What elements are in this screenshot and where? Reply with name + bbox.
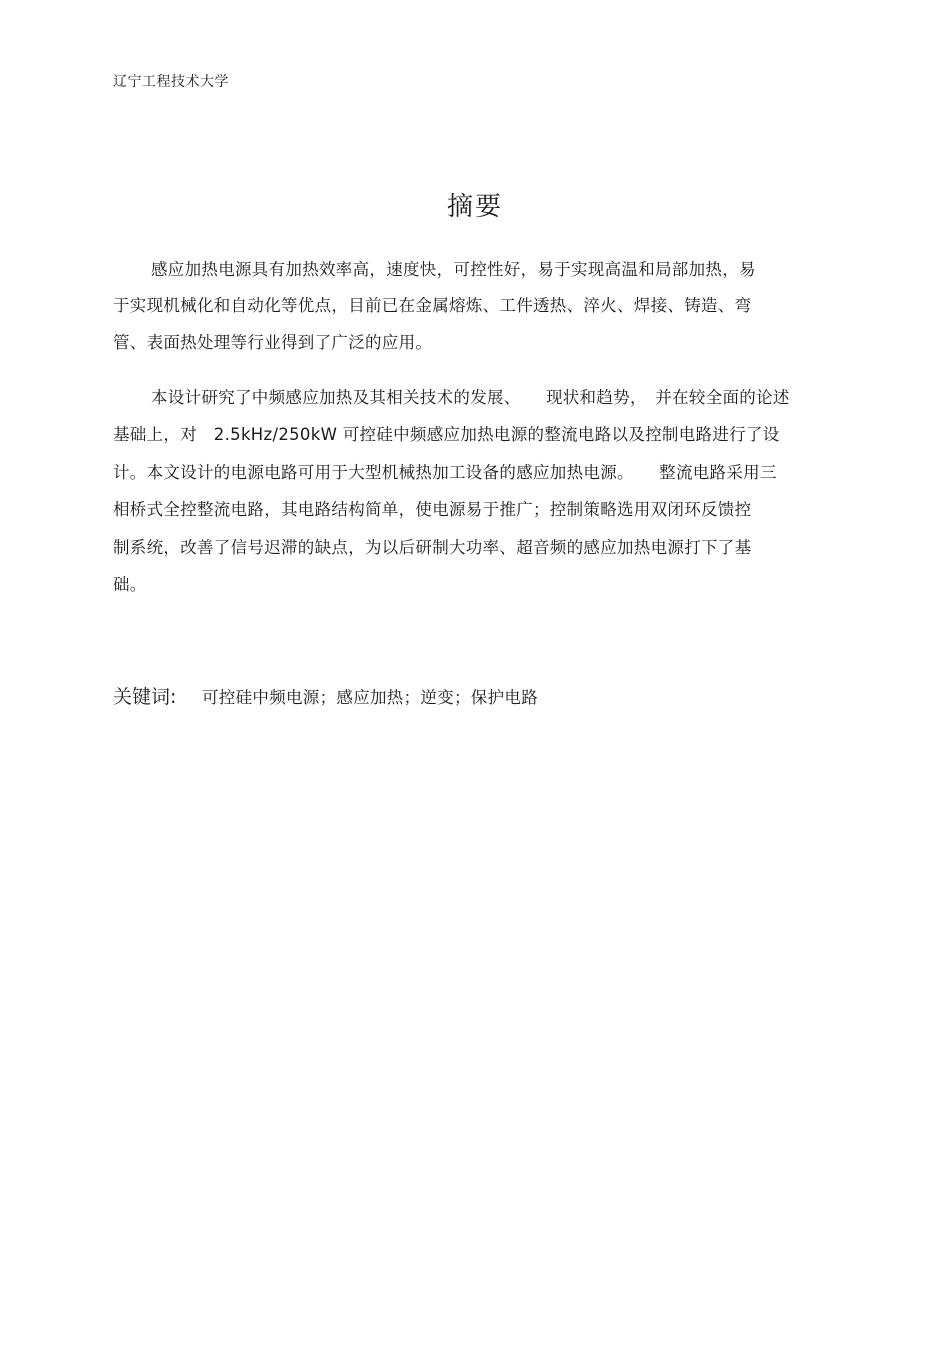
paragraph-line: 本设计研究了中频感应加热及其相关技术的发展、 现状和趋势， 并在较全面的论述	[151, 388, 790, 407]
paragraph-line: 相桥式全控整流电路，其电路结构简单，使电源易于推广；控制策略选用双闭环反馈控	[113, 500, 752, 519]
paragraph-line: 础。	[113, 575, 147, 594]
keywords-value: 可控硅中频电源；感应加热；逆变；保护电路	[202, 688, 538, 707]
page-title: 摘要	[446, 192, 503, 222]
page-header: 辽宁工程技术大学	[113, 74, 229, 90]
paragraph-line: 计。本文设计的电源电路可用于大型机械热加工设备的感应加热电源。 整流电路采用三	[113, 463, 777, 482]
paragraph-line: 制系统，改善了信号迟滞的缺点，为以后研制大功率、超音频的感应加热电源打下了基	[113, 538, 752, 557]
paragraph-line: 于实现机械化和自动化等优点，目前已在金属熔炼、工件透热、淬火、焊接、铸造、弯	[113, 296, 752, 315]
paragraph-line: 管、表面热处理等行业得到了广泛的应用。	[113, 333, 433, 352]
paragraph-line: 感应加热电源具有加热效率高，速度快，可控性好，易于实现高温和局部加热，易	[151, 260, 756, 279]
keywords-label: 关键词:	[113, 686, 177, 708]
paragraph-line: 基础上，对 2.5kHz/250kW 可控硅中频感应加热电源的整流电路以及控制电路进行了设	[113, 425, 780, 444]
